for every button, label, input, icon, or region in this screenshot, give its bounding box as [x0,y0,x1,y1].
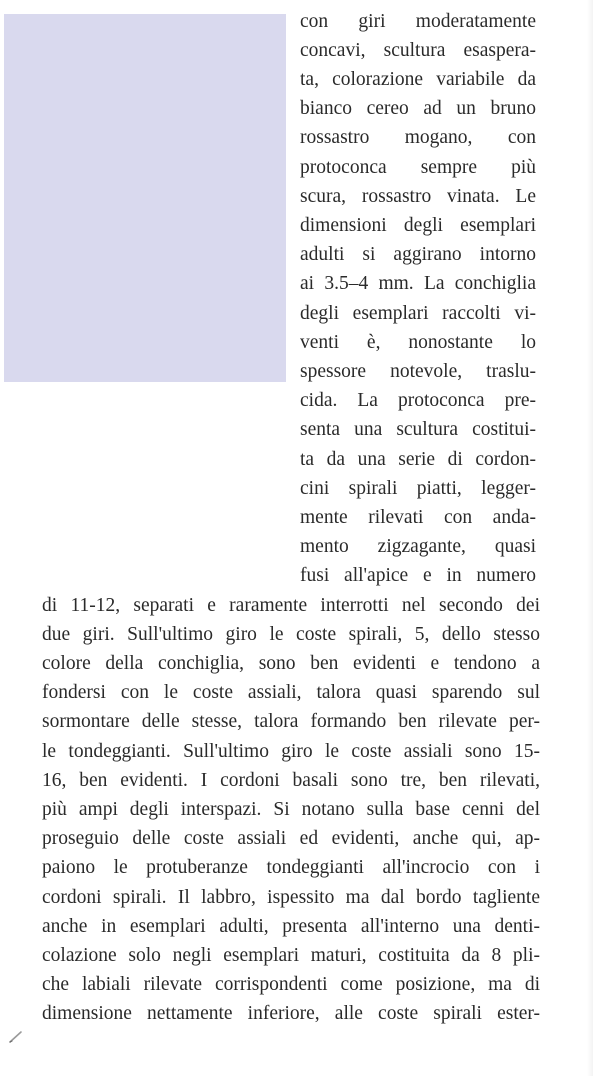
text-line: due giri. Sull'ultimo giro le coste spirali, 5, dello stesso [42,624,540,645]
text-line: ta da una serie di cordon- [300,449,536,470]
text-line: spessore notevole, traslu- [300,361,536,382]
text-line: scura, rossastro vinata. Le [300,186,536,207]
text-line: degli esemplari raccolti vi- [300,303,536,324]
text-line: venti è, nonostante lo [300,332,536,353]
text-line: sormontare delle stesse, talora formando ben rilevate per- [42,711,540,732]
text-line: colazione solo negli esemplari maturi, costituita da 8 pli- [42,945,540,966]
pencil-icon [8,1028,24,1044]
text-line: fusi all'apice e in numero [300,565,536,586]
text-line: concavi, scultura esaspera- [300,40,536,61]
text-line: mento zigzagante, quasi [300,536,536,557]
text-line: mente rilevati con anda- [300,507,536,528]
text-line: dimensioni degli esemplari [300,215,536,236]
text-line: di 11-12, separati e raramente interrotti nel secondo dei [42,595,540,616]
figure-placeholder [4,14,286,382]
text-line: dimensione nettamente inferiore, alle coste spirali ester- [42,1003,540,1024]
text-line: bianco cereo ad un bruno [300,98,536,119]
text-line: protoconca sempre più [300,157,536,178]
text-line: anche in esemplari adulti, presenta all'interno una denti- [42,916,540,937]
text-line: colore della conchiglia, sono ben evidenti e tendono a [42,653,540,674]
text-line: rossastro mogano, con [300,127,536,148]
text-line: ta, colorazione variabile da [300,69,536,90]
text-line: cordoni spirali. Il labbro, ispessito ma dal bordo tagliente [42,887,540,908]
text-line: più ampi degli interspazi. Si notano sulla base cenni del [42,799,540,820]
text-line: senta una scultura costitui- [300,419,536,440]
text-line: ai 3.5–4 mm. La conchiglia [300,273,536,294]
text-line: paiono le protuberanze tondeggianti all'incrocio con i [42,857,540,878]
text-line: 16, ben evidenti. I cordoni basali sono tre, ben rilevati, [42,770,540,791]
text-line: cini spirali piatti, legger- [300,478,536,499]
text-line: proseguio delle coste assiali ed evidenti, anche qui, ap- [42,828,540,849]
text-line: che labiali rilevate corrispondenti come posizione, ma di [42,974,540,995]
text-line: adulti si aggirano intorno [300,244,536,265]
text-line: cida. La protoconca pre- [300,390,536,411]
page-edge-shadow [587,0,593,1076]
text-line: con giri moderatamente [300,11,536,32]
text-line: fondersi con le coste assiali, talora quasi sparendo sul [42,682,540,703]
text-line: le tondeggianti. Sull'ultimo giro le coste assiali sono 15- [42,741,540,762]
